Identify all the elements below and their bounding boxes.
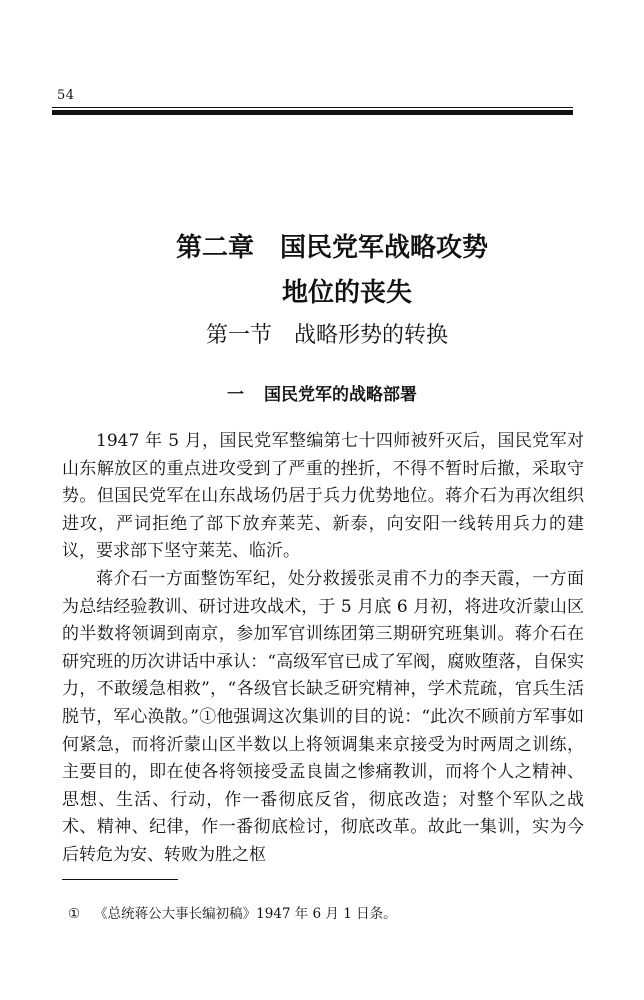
footnote — [68, 902, 397, 922]
subsection-number: 一 — [227, 385, 244, 405]
subsection-title-text: 国民党军的战略部署 — [264, 385, 417, 405]
section-title — [0, 318, 644, 349]
chapter-title — [0, 226, 644, 316]
header-rule-thin — [52, 107, 573, 108]
section-title-text: 战略形势的转换 — [294, 323, 449, 348]
chapter-title-text: 国民党军战略攻势 — [280, 233, 489, 263]
body-text — [62, 428, 584, 870]
chapter-title-line2: 地位的丧失 — [281, 278, 412, 308]
header-rule-thick — [52, 110, 573, 115]
chapter-number: 第二章 — [175, 233, 254, 263]
body-paragraph: 蒋介石一方面整饬军纪，处分救援张灵甫不力的李天霞，一方面为总结经验教训、研讨进攻战术，于 5 月底 6 月初，将进攻沂蒙山区的半数将领调到南京，参加军官训练团第三期研究班集训。蒋介石在研究班的历次讲话中承认：“高级军官已成了军阀，腐败堕落，自保实力，不敢缓急相救”，“各级官长缺乏研究精神，学术荒疏，官兵生活脱节，军心涣散。”①他强调这次集训的目的说：“此次不顾前方军事如何紧急，而将沂蒙山区半数以上将领调集来京接受为时两周之训练，主要目的，即在使各将领接受孟良崮之惨痛教训，而将个人之精神、思想、生活、行动，作一番彻底反省，彻底改造；对整个军队之战术、精神、纪律，作一番彻底检讨，彻底改革。故此一集训，实为今后转危为安、转败为胜之枢 — [62, 568, 584, 865]
chapter-title-line1 — [0, 226, 644, 271]
body-paragraph: 1947 年 5 月，国民党军整编第七十四师被歼灭后，国民党军对山东解放区的重点进攻受到了严重的挫折，不得不暂时后撤，采取守势。但国民党军在山东战场仍居于兵力优势地位。蒋介石为再次组织进攻，严词拒绝了部下放弃莱芜、新泰，向安阳一线转用兵力的建议，要求部下坚守莱芜、临沂。 — [62, 431, 584, 562]
section-number: 第一节 — [205, 323, 272, 348]
footnote-marker: ① — [68, 906, 81, 922]
footnote-rule — [62, 879, 178, 880]
subsection-title — [0, 380, 644, 405]
footnote-text: 《总统蒋公大事长编初稿》1947 年 6 月 1 日条。 — [94, 906, 397, 922]
page-number: 54 — [57, 88, 75, 103]
